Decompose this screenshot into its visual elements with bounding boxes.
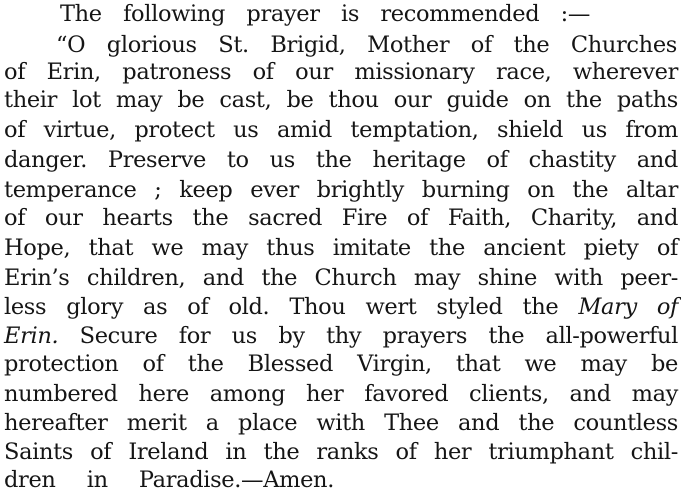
prayer-line: Hope, that we may thus imitate the ancient piety of (4, 235, 678, 261)
prayer-line: numbered here among her favored clients, and may (4, 381, 678, 407)
italic-title: Mary of (578, 294, 678, 320)
italic-title: Erin. (4, 323, 59, 349)
prayer-line (4, 293, 678, 321)
prayer-line: hereafter merit a place with Thee and the countless (4, 410, 678, 436)
prayer-line: their lot may be cast, be thou our guide on the paths (4, 87, 678, 113)
prayer-line-text: Secure for us by thy prayers the all-powerful (79, 323, 679, 349)
prayer-line (4, 322, 678, 350)
prayer-line: Saints of Ireland in the ranks of her triumphant chil- (4, 439, 678, 465)
prayer-line: of virtue, protect us amid temptation, shield us from (4, 117, 678, 143)
prayer-line: danger. Preserve to us the heritage of chastity and (4, 147, 678, 173)
intro-line: The following prayer is recommended :— (60, 1, 590, 27)
prayer-line: temperance ; keep ever brightly burning on the altar (4, 177, 678, 203)
prayer-line: “O glorious St. Brigid, Mother of the Churches (56, 32, 677, 58)
prayer-line: dren in Paradise.—Amen. (4, 467, 334, 493)
prayer-line: of our hearts the sacred Fire of Faith, Charity, and (4, 205, 678, 231)
prayer-line: Erin’s children, and the Church may shine with peer- (4, 265, 678, 291)
prayer-line: of Erin, patroness of our missionary race, wherever (4, 59, 678, 85)
prayer-line-text: less glory as of old. Thou wert styled the (4, 294, 559, 320)
prayer-line: protection of the Blessed Virgin, that we may be (4, 351, 678, 377)
